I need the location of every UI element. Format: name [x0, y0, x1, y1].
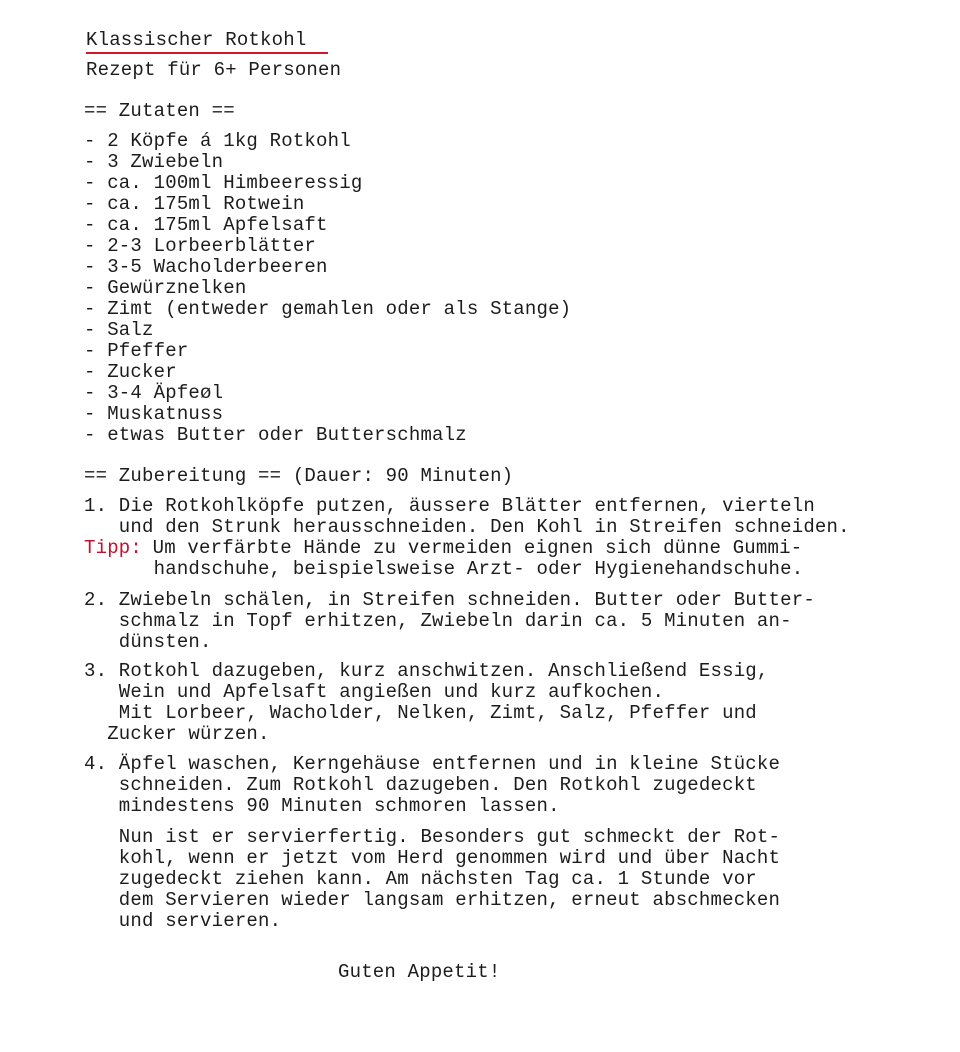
step-line: und den Strunk herausschneiden. Den Kohl in Streifen schneiden. [84, 516, 850, 538]
ingredients-heading: == Zutaten == [84, 100, 235, 122]
paragraph-line: und servieren. [84, 910, 282, 932]
step-line: Zucker würzen. [84, 723, 270, 745]
step-line: 3. Rotkohl dazugeben, kurz anschwitzen. Anschließend Essig, [84, 660, 769, 682]
list-item: - Gewürznelken [84, 277, 247, 299]
list-item: - etwas Butter oder Butterschmalz [84, 424, 467, 446]
paragraph-line: dem Servieren wieder langsam erhitzen, erneut abschmecken [84, 889, 781, 911]
list-item: - 2-3 Lorbeerblätter [84, 235, 317, 257]
preparation-heading: == Zubereitung == (Dauer: 90 Minuten) [84, 465, 514, 487]
list-item: - 3-4 Äpfeøl [84, 382, 224, 404]
list-item: - ca. 175ml Apfelsaft [84, 214, 328, 236]
list-item: - 3-5 Wacholderbeeren [84, 256, 328, 278]
closing-text: Guten Appetit! [338, 961, 501, 983]
paragraph-line: zugedeckt ziehen kann. Am nächsten Tag ca. 1 Stunde vor [84, 868, 757, 890]
list-item: - Muskatnuss [84, 403, 224, 425]
step-line: schmalz in Topf erhitzen, Zwiebeln darin ca. 5 Minuten an- [84, 610, 792, 632]
step-line: dünsten. [84, 631, 212, 653]
step-line: Wein und Apfelsaft angießen und kurz aufkochen. [84, 681, 665, 703]
step-line: mindestens 90 Minuten schmoren lassen. [84, 795, 560, 817]
list-item: - 3 Zwiebeln [84, 151, 224, 173]
tip-label: Tipp: [84, 537, 143, 559]
tip-line: Um verfärbte Hände zu vermeiden eignen sich dünne Gummi- [141, 537, 803, 559]
step-line: 4. Äpfel waschen, Kerngehäuse entfernen und in kleine Stücke [84, 753, 781, 775]
list-item: - Pfeffer [84, 340, 189, 362]
step-line: schneiden. Zum Rotkohl dazugeben. Den Rotkohl zugedeckt [84, 774, 757, 796]
tip-line: handschuhe, beispielsweise Arzt- oder Hygienehandschuhe. [84, 558, 804, 580]
page-title: Klassischer Rotkohl [86, 29, 307, 51]
list-item: - Zimt (entweder gemahlen oder als Stange) [84, 298, 572, 320]
step-line: 1. Die Rotkohlköpfe putzen, äussere Blätter entfernen, vierteln [84, 495, 815, 517]
list-item: - 2 Köpfe á 1kg Rotkohl [84, 130, 351, 152]
title-underline [86, 52, 328, 54]
paragraph-line: Nun ist er servierfertig. Besonders gut schmeckt der Rot- [84, 826, 781, 848]
list-item: - ca. 175ml Rotwein [84, 193, 305, 215]
list-item: - Zucker [84, 361, 177, 383]
step-line: 2. Zwiebeln schälen, in Streifen schneiden. Butter oder Butter- [84, 589, 815, 611]
list-item: - Salz [84, 319, 154, 341]
list-item: - ca. 100ml Himbeeressig [84, 172, 363, 194]
paragraph-line: kohl, wenn er jetzt vom Herd genommen wird und über Nacht [84, 847, 781, 869]
step-line: Mit Lorbeer, Wacholder, Nelken, Zimt, Salz, Pfeffer und [84, 702, 757, 724]
page-subtitle: Rezept für 6+ Personen [86, 59, 342, 81]
